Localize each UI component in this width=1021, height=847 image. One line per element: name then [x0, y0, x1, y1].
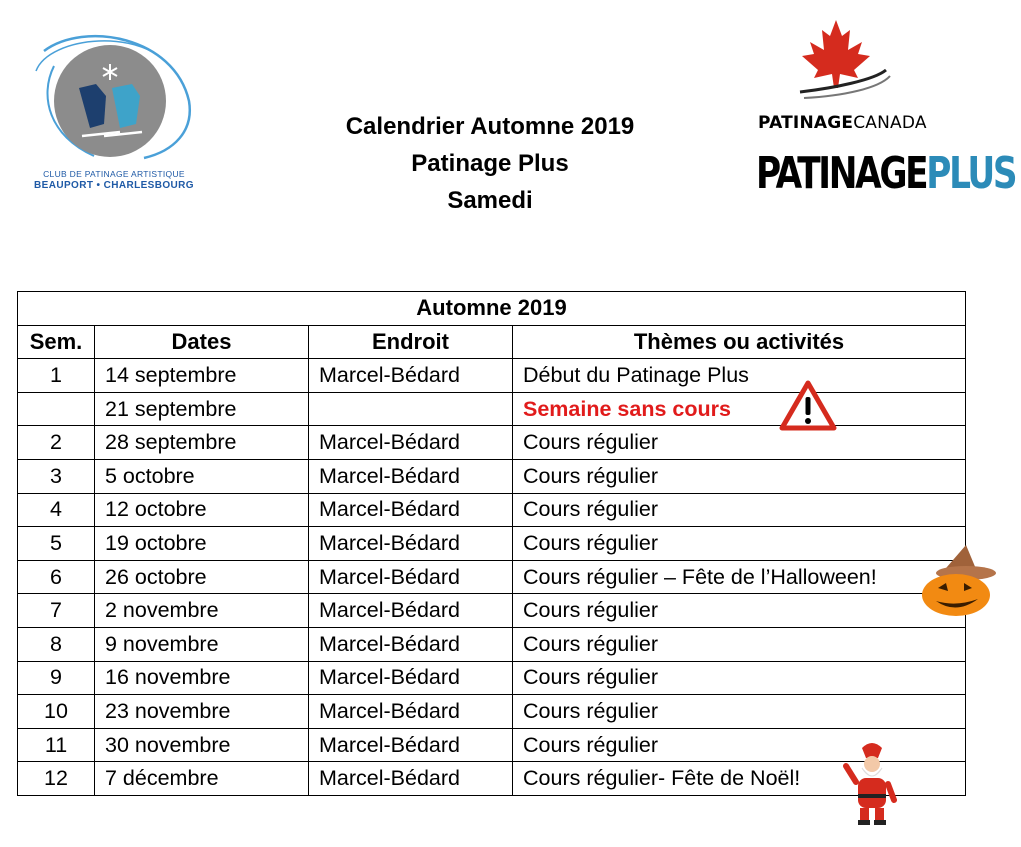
header-dates: Dates	[95, 325, 309, 359]
cell-sem: 3	[18, 459, 95, 493]
cell-theme: Cours régulier	[513, 527, 966, 561]
cell-sem: 11	[18, 728, 95, 762]
cell-sem: 8	[18, 627, 95, 661]
table-caption: Automne 2019	[18, 292, 966, 326]
patinage-canada-logo	[754, 18, 1016, 203]
cell-date: 2 novembre	[95, 594, 309, 628]
title-line-3: Samedi	[447, 187, 533, 214]
cell-theme: Début du Patinage Plus	[513, 359, 966, 393]
cell-sem: 12	[18, 762, 95, 796]
cell-date: 28 septembre	[95, 426, 309, 460]
cell-place: Marcel-Bédard	[309, 493, 513, 527]
patinage-canada-wordmark: PATINAGECANADA	[758, 113, 927, 133]
cell-theme: Cours régulier	[513, 459, 966, 493]
maple-leaf-icon	[754, 18, 954, 113]
cell-place: Marcel-Bédard	[309, 527, 513, 561]
cell-date: 12 octobre	[95, 493, 309, 527]
title-line-2: Patinage Plus	[411, 150, 569, 177]
table-row	[18, 459, 966, 493]
cell-place: Marcel-Bédard	[309, 627, 513, 661]
header-place: Endroit	[309, 325, 513, 359]
cell-date: 7 décembre	[95, 762, 309, 796]
club-logo	[24, 26, 204, 196]
table-row	[18, 728, 966, 762]
cell-theme: Cours régulier	[513, 627, 966, 661]
cell-date: 9 novembre	[95, 627, 309, 661]
cell-theme: Cours régulier	[513, 426, 966, 460]
table-row	[18, 627, 966, 661]
cell-theme: Cours régulier	[513, 594, 966, 628]
cell-place: Marcel-Bédard	[309, 426, 513, 460]
santa-icon	[842, 738, 900, 826]
club-name-line1: CLUB DE PATINAGE ARTISTIQUE	[43, 169, 185, 179]
table-row	[18, 527, 966, 561]
cell-date: 14 septembre	[95, 359, 309, 393]
table-row	[18, 594, 966, 628]
cell-place: Marcel-Bédard	[309, 594, 513, 628]
cell-sem: 6	[18, 560, 95, 594]
cell-sem: 5	[18, 527, 95, 561]
table-header-row	[18, 325, 966, 359]
cell-date: 26 octobre	[95, 560, 309, 594]
table-row	[18, 560, 966, 594]
cell-date: 23 novembre	[95, 695, 309, 729]
cell-theme: Cours régulier- Fête de Noël!	[513, 762, 966, 796]
cell-place: Marcel-Bédard	[309, 560, 513, 594]
cell-place: Marcel-Bédard	[309, 661, 513, 695]
cell-place: Marcel-Bédard	[309, 728, 513, 762]
cell-date: 21 septembre	[95, 392, 309, 426]
warning-triangle-icon	[779, 380, 837, 432]
cell-theme: Cours régulier	[513, 695, 966, 729]
page-title	[300, 108, 680, 219]
cell-sem: 7	[18, 594, 95, 628]
cell-sem: 9	[18, 661, 95, 695]
table-row	[18, 661, 966, 695]
cell-theme: Semaine sans cours	[513, 392, 966, 426]
cell-sem: 2	[18, 426, 95, 460]
cell-place: Marcel-Bédard	[309, 762, 513, 796]
cell-date: 30 novembre	[95, 728, 309, 762]
table-caption-row	[18, 292, 966, 326]
cell-date: 16 novembre	[95, 661, 309, 695]
table-row	[18, 695, 966, 729]
title-line-1: Calendrier Automne 2019	[345, 113, 635, 140]
cell-place	[309, 392, 513, 426]
pumpkin-icon	[918, 543, 998, 618]
cell-date: 5 octobre	[95, 459, 309, 493]
cell-sem: 4	[18, 493, 95, 527]
cell-sem: 1	[18, 359, 95, 393]
cell-theme: Cours régulier	[513, 661, 966, 695]
table-row	[18, 762, 966, 796]
table-row	[18, 493, 966, 527]
cell-theme: Cours régulier – Fête de l’Halloween!	[513, 560, 966, 594]
club-name-line2: BEAUPORT • CHARLESBOURG	[34, 180, 194, 191]
cell-place: Marcel-Bédard	[309, 359, 513, 393]
cell-theme: Cours régulier	[513, 728, 966, 762]
header-theme: Thèmes ou activités	[513, 325, 966, 359]
cell-place: Marcel-Bédard	[309, 459, 513, 493]
schedule-table	[17, 291, 966, 796]
cell-date: 19 octobre	[95, 527, 309, 561]
patinage-plus-wordmark: PATINAGEPLUS	[756, 148, 1016, 199]
cell-sem: 10	[18, 695, 95, 729]
cell-sem	[18, 392, 95, 426]
header-sem: Sem.	[18, 325, 95, 359]
club-logo-icon	[24, 26, 204, 176]
cell-theme: Cours régulier	[513, 493, 966, 527]
cell-place: Marcel-Bédard	[309, 695, 513, 729]
